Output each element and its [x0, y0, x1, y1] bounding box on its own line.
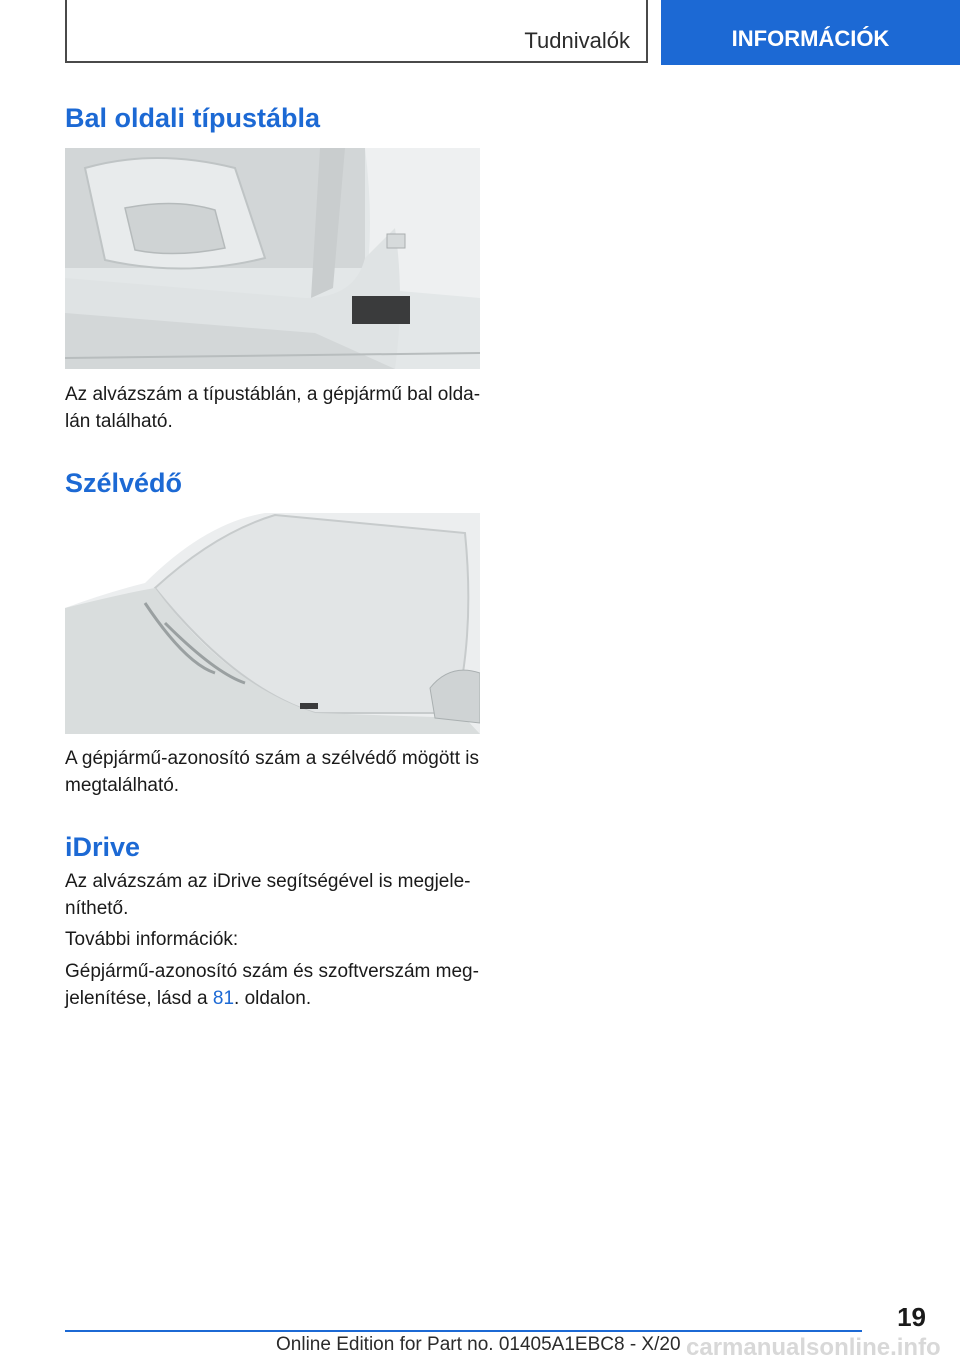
- windscreen-photo: [65, 513, 480, 734]
- crossref-text: Gépjármű-azonosító szám és szoftverszám meg- jelenítése, lásd a: [65, 961, 479, 1009]
- heading-windscreen: Szélvédő: [65, 468, 183, 498]
- type-plate-photo: [65, 148, 480, 369]
- crossref-page-link[interactable]: 81: [212, 988, 235, 1009]
- idrive-text: Az alvázszám az iDrive segítségével is megjele- níthető.: [65, 871, 471, 919]
- watermark: carmanualsonline.info: [686, 1334, 941, 1361]
- footer-divider: [65, 1330, 862, 1332]
- crossref-paragraph: [65, 958, 481, 1012]
- page-number: 19: [897, 1302, 926, 1332]
- header-frame: [65, 0, 648, 63]
- door-sill-illustration: [65, 148, 480, 369]
- footer-edition: Online Edition for Part no. 01405A1EBC8 - X/20: [276, 1334, 681, 1355]
- type-plate-text: Az alvázszám a típustáblán, a gépjármű bal olda- lán található.: [65, 384, 481, 432]
- crossref-suffix: . oldalon.: [234, 988, 312, 1009]
- chapter-tab[interactable]: INFORMÁCIÓK: [661, 0, 960, 65]
- heading-idrive: iDrive: [65, 832, 141, 862]
- windscreen-text: A gépjármű-azonosító szám a szélvédő mögött is megtalálható.: [65, 748, 479, 796]
- windscreen-illustration: [65, 513, 480, 734]
- heading-type-plate: Bal oldali típustábla: [65, 103, 321, 133]
- further-info-label: További információk:: [65, 929, 239, 950]
- header-section-title: Tudnivalók: [524, 28, 630, 53]
